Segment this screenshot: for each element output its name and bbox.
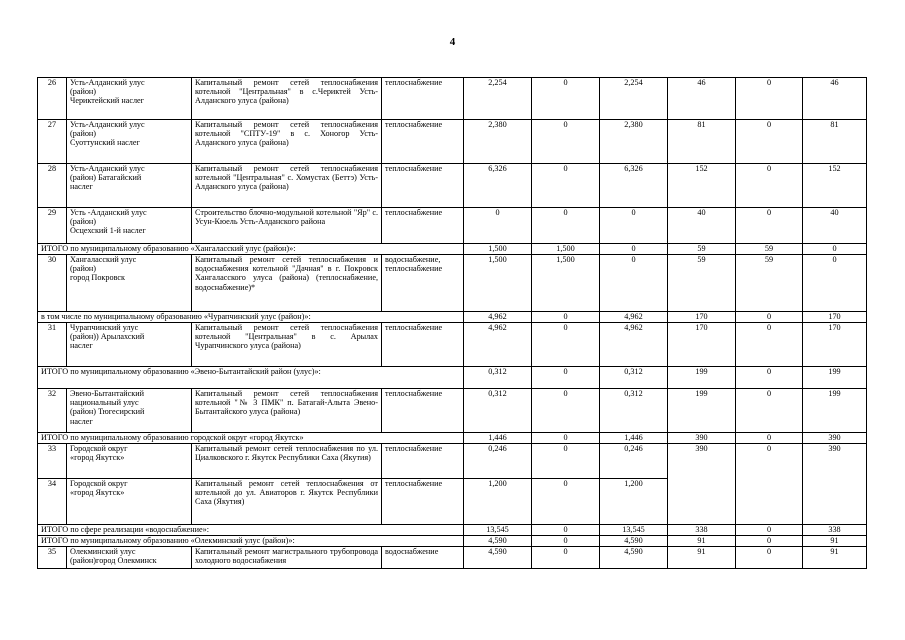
municipality-cell [67,120,192,164]
value-budget-2: 0 [736,120,803,164]
project-description: Капитальный ремонт сетей теплоснабжения котельной "СПТУ-19" в с. Хоногор Усть-Алданского улуса (района) [192,120,382,164]
value-total-1: 0 [464,208,532,244]
municipality-cell [67,78,192,120]
municipality-line: национальный улус [70,398,139,408]
municipality-cell [67,164,192,208]
table-row [38,323,867,367]
value-other-2: 199 [803,367,867,389]
value-other-2: 170 [803,323,867,367]
value-other-1: 6,326 [600,164,668,208]
municipality-line: «город Якутск» [70,453,125,463]
municipality-line: Хангаласский улус [70,255,137,264]
value-total-2: 390 [668,444,736,525]
value-total-2: 91 [668,547,736,569]
value-other-1: 0,312 [600,389,668,433]
value-total-1: 1,446 [464,433,532,444]
project-description: Капитальный ремонт сетей теплоснабжения котельной "Центральная" в с.Чериктей Усть-Алданского улуса (района) [192,78,382,120]
value-total-2: 59 [668,255,736,312]
project-description: Строительство блочно-модульной котельной "Яр" с. Усун-Кюель Усть-Алданского района [192,208,382,244]
total-label: в том числе по муниципальному образованию «Чурапчинский улус (район)»: [38,312,464,323]
value-other-2: 170 [803,312,867,323]
investment-program-table [37,77,867,569]
value-total-2: 91 [668,536,736,547]
municipality-cell [67,389,192,433]
value-budget-1: 0 [532,479,600,525]
municipality-line: (район) Тюгесирский [70,407,145,417]
value-total-2: 170 [668,312,736,323]
value-other-1: 0,246 [600,444,668,479]
value-other-1: 4,590 [600,547,668,569]
value-total-1: 1,500 [464,255,532,312]
value-budget-2: 0 [736,536,803,547]
municipality-line: (район)) Арылахский [70,332,145,342]
value-other-2: 81 [803,120,867,164]
value-other-1: 0 [600,208,668,244]
project-description: Капитальный ремонт сетей теплоснабжения по ул. Циалковского г. Якутск Республики Саха (Якутия) [192,444,382,479]
total-row [38,367,867,389]
table-row [38,255,867,312]
value-other-1: 2,380 [600,120,668,164]
value-total-1: 2,380 [464,120,532,164]
value-budget-1: 0 [532,312,600,323]
row-number: 26 [38,78,67,120]
value-total-2: 390 [668,433,736,444]
value-other-1: 4,590 [600,536,668,547]
value-budget-1: 1,500 [532,255,600,312]
row-number: 35 [38,547,67,569]
table-row [38,208,867,244]
value-total-1: 4,590 [464,547,532,569]
value-budget-2: 0 [736,367,803,389]
table-body [38,78,867,569]
project-description: Капитальный ремонт сетей теплоснабжения котельной "№ 3 ПМК" п. Батагай-Алыта Эвено-Бытантайского улуса (района) [192,389,382,433]
utility-type: теплоснабжение [382,78,464,120]
value-budget-2: 59 [736,255,803,312]
value-other-2: 199 [803,389,867,433]
value-other-2: 152 [803,164,867,208]
table-row [38,547,867,569]
municipality-line: Городской округ [70,479,128,488]
value-total-1: 1,500 [464,244,532,255]
utility-type: водоснабжение, теплоснабжение [382,255,464,312]
value-budget-2: 0 [736,78,803,120]
utility-type: теплоснабжение [382,389,464,433]
municipality-cell [67,479,192,525]
value-other-1: 4,962 [600,312,668,323]
value-total-2: 199 [668,367,736,389]
value-budget-1: 0 [532,208,600,244]
value-other-2: 390 [803,444,867,525]
municipality-line: Усть-Алданский улус [70,120,145,129]
project-description: Капитальный ремонт сетей теплоснабжения от котельной до ул. Авиаторов г. Якутск Республики Саха (Якутия) [192,479,382,525]
value-budget-2: 0 [736,389,803,433]
value-total-2: 40 [668,208,736,244]
value-other-1: 0 [600,244,668,255]
value-total-1: 2,254 [464,78,532,120]
project-description: Капитальный ремонт сетей теплоснабжения котельной "Центральная" в с. Арылах Чурапчинского улуса (района) [192,323,382,367]
value-budget-1: 0 [532,389,600,433]
total-row [38,312,867,323]
municipality-cell [67,255,192,312]
municipality-cell [67,547,192,569]
value-total-1: 0,246 [464,444,532,479]
value-total-1: 1,200 [464,479,532,525]
value-total-1: 6,326 [464,164,532,208]
value-budget-1: 0 [532,547,600,569]
value-budget-2: 0 [736,323,803,367]
municipality-line: наслег [70,182,93,192]
total-row [38,244,867,255]
value-budget-2: 0 [736,444,803,525]
total-row [38,525,867,536]
total-label: ИТОГО по муниципальному образованию «Олекминский улус (район)»: [38,536,464,547]
municipality-line: Олекминский улус [70,547,136,556]
municipality-line: Чурапчинский улус [70,323,139,332]
municipality-line: «город Якутск» [70,488,125,498]
row-number: 30 [38,255,67,312]
municipality-line: город Покровск [70,273,126,283]
project-description: Капитальный ремонт магистрального трубопровода холодного водоснабжения [192,547,382,569]
value-other-1: 0,312 [600,367,668,389]
value-other-1: 0 [600,255,668,312]
municipality-line: Городской округ [70,444,128,453]
value-total-2: 199 [668,389,736,433]
utility-type: теплоснабжение [382,479,464,525]
value-budget-2: 0 [736,433,803,444]
value-other-1: 2,254 [600,78,668,120]
row-number: 27 [38,120,67,164]
municipality-line: Усть -Алданский улус [70,208,147,217]
value-budget-2: 0 [736,164,803,208]
total-label: ИТОГО по муниципальному образованию «Эвено-Бытантайский район (улус)»: [38,367,464,389]
value-total-2: 81 [668,120,736,164]
value-budget-1: 0 [532,536,600,547]
value-other-2: 0 [803,244,867,255]
municipality-line: Усть-Алданский улус [70,164,145,173]
row-number: 32 [38,389,67,433]
value-total-1: 4,590 [464,536,532,547]
municipality-line: Суоттунский наслег [70,138,140,148]
value-other-2: 40 [803,208,867,244]
utility-type: водоснабжение [382,547,464,569]
row-number: 31 [38,323,67,367]
value-other-2: 0 [803,255,867,312]
table-row [38,78,867,120]
project-description: Капитальный ремонт сетей теплоснабжения и водоснабжения котельной "Дачная" в г. Покровск Хангаласского улуса (района) (теплоснабжение, водоснабжение)* [192,255,382,312]
municipality-line: (район) [70,129,97,139]
municipality-line: наслег [70,416,93,426]
value-total-1: 4,962 [464,323,532,367]
value-budget-2: 0 [736,208,803,244]
municipality-line: (район) Батагайский [70,173,142,183]
value-budget-1: 0 [532,323,600,367]
value-other-1: 4,962 [600,323,668,367]
utility-type: теплоснабжение [382,208,464,244]
value-other-2: 390 [803,433,867,444]
municipality-line: Чериктейский наслег [70,96,145,106]
table-row [38,389,867,433]
municipality-cell [67,208,192,244]
value-budget-1: 0 [532,120,600,164]
utility-type: теплоснабжение [382,444,464,479]
project-description: Капитальный ремонт сетей теплоснабжения котельной "Центральная" с. Хомустах (Беттэ) Усть-Алданского улуса (района) [192,164,382,208]
municipality-line: (район)город Олекминск [70,556,157,566]
total-label: ИТОГО по сфере реализации «водоснабжение»: [38,525,464,536]
value-total-2: 152 [668,164,736,208]
row-number: 34 [38,479,67,525]
value-total-2: 59 [668,244,736,255]
municipality-cell [67,323,192,367]
total-row [38,536,867,547]
value-budget-2: 59 [736,244,803,255]
municipality-line: Эвено-Бытантайский [70,389,145,398]
value-other-2: 91 [803,536,867,547]
value-budget-1: 0 [532,164,600,208]
value-budget-2: 0 [736,525,803,536]
value-total-1: 0,312 [464,389,532,433]
value-other-2: 338 [803,525,867,536]
value-budget-1: 0 [532,433,600,444]
value-total-2: 170 [668,323,736,367]
total-label: ИТОГО по муниципальному образованию «Хангаласский улус (район)»: [38,244,464,255]
utility-type: теплоснабжение [382,323,464,367]
value-budget-2: 0 [736,547,803,569]
row-number: 28 [38,164,67,208]
table-row [38,444,867,479]
row-number: 33 [38,444,67,479]
value-other-2: 46 [803,78,867,120]
value-budget-1: 0 [532,78,600,120]
value-total-1: 13,545 [464,525,532,536]
municipality-line: наслег [70,341,93,351]
value-budget-1: 0 [532,444,600,479]
row-number: 29 [38,208,67,244]
table-row [38,164,867,208]
value-budget-2: 0 [736,312,803,323]
utility-type: теплоснабжение [382,164,464,208]
municipality-cell [67,444,192,479]
table-row [38,120,867,164]
value-total-2: 46 [668,78,736,120]
utility-type: теплоснабжение [382,120,464,164]
value-total-1: 0,312 [464,367,532,389]
value-budget-1: 0 [532,525,600,536]
total-label: ИТОГО по муниципальному образованию городской округ «город Якутск» [38,433,464,444]
total-row [38,433,867,444]
value-other-1: 1,200 [600,479,668,525]
value-other-2: 91 [803,547,867,569]
municipality-line: Усть-Алданский улус [70,78,145,87]
municipality-line: Осцехский 1-й наслег [70,226,146,236]
page-number: 4 [449,36,456,48]
municipality-line: (район) [70,217,97,227]
value-total-1: 4,962 [464,312,532,323]
value-other-1: 1,446 [600,433,668,444]
municipality-line: (район) [70,264,97,274]
value-budget-1: 0 [532,367,600,389]
value-other-1: 13,545 [600,525,668,536]
value-budget-1: 1,500 [532,244,600,255]
municipality-line: (район) [70,87,97,97]
value-total-2: 338 [668,525,736,536]
